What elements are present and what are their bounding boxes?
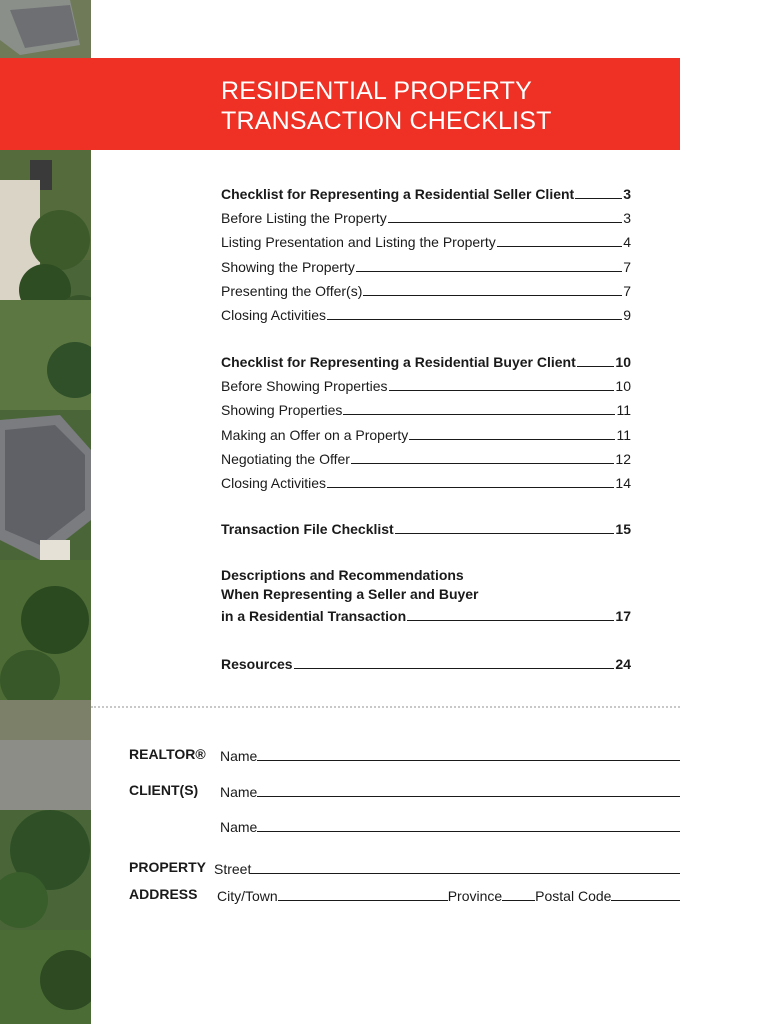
realtor-name-field[interactable] xyxy=(220,744,680,764)
toc-label: Negotiating the Offer xyxy=(221,451,350,467)
street-field[interactable] xyxy=(214,857,680,877)
toc-descriptions-line-2: When Representing a Seller and Buyer xyxy=(221,586,479,602)
toc-leader xyxy=(327,319,622,320)
document-title xyxy=(221,76,661,136)
toc-leader xyxy=(497,246,622,247)
toc-label: Closing Activities xyxy=(221,475,327,491)
toc-page: 14 xyxy=(615,475,631,491)
toc-label: Resources xyxy=(221,656,293,672)
toc-item[interactable] xyxy=(221,471,631,491)
toc-page: 4 xyxy=(623,234,631,250)
province-label: Province xyxy=(447,888,503,904)
toc-item[interactable] xyxy=(221,206,631,226)
toc-page: 15 xyxy=(615,521,631,537)
toc-page: 11 xyxy=(616,427,631,443)
toc-label: Transaction File Checklist xyxy=(221,521,394,537)
toc-leader xyxy=(294,668,615,669)
toc-leader xyxy=(407,620,614,621)
city-province-postal-field[interactable] xyxy=(217,884,680,904)
title-line-2: TRANSACTION CHECKLIST xyxy=(221,107,552,135)
address-label: ADDRESS xyxy=(129,886,198,902)
toc-item[interactable] xyxy=(221,423,631,443)
realtor-label: REALTOR® xyxy=(129,746,206,762)
section-divider xyxy=(91,706,680,708)
client-name-field-2[interactable] xyxy=(220,815,680,835)
toc-label: Closing Activities xyxy=(221,307,327,323)
aerial-neighborhood-photo xyxy=(0,0,91,1024)
toc-leader xyxy=(577,366,615,367)
name-label: Name xyxy=(220,819,258,835)
toc-page: 10 xyxy=(615,378,631,394)
name-blank[interactable] xyxy=(257,760,680,761)
toc-page: 9 xyxy=(623,307,631,323)
city-blank[interactable] xyxy=(278,900,448,901)
clients-label: CLIENT(S) xyxy=(129,782,199,798)
toc-seller-heading[interactable] xyxy=(221,182,631,202)
toc-resources[interactable] xyxy=(221,652,631,672)
toc-page: 10 xyxy=(615,354,631,370)
toc-page: 24 xyxy=(615,656,631,672)
toc-page: 3 xyxy=(623,186,631,202)
toc-item[interactable] xyxy=(221,230,631,250)
name-blank[interactable] xyxy=(257,831,680,832)
title-line-1: RESIDENTIAL PROPERTY xyxy=(221,77,533,105)
toc-leader xyxy=(575,198,622,199)
postal-code-blank[interactable] xyxy=(611,900,680,901)
toc-buyer-heading[interactable] xyxy=(221,350,631,370)
toc-label: Showing Properties xyxy=(221,402,343,418)
toc-item[interactable] xyxy=(221,374,631,394)
toc-item[interactable] xyxy=(221,255,631,275)
toc-label: Listing Presentation and Listing the Property xyxy=(221,234,496,250)
toc-leader xyxy=(363,295,622,296)
client-name-field-1[interactable] xyxy=(220,780,680,800)
toc-label: Checklist for Representing a Residential Buyer Client xyxy=(221,354,576,370)
city-label: City/Town xyxy=(217,888,278,904)
name-blank[interactable] xyxy=(257,796,680,797)
toc-label: Before Listing the Property xyxy=(221,210,387,226)
property-label: PROPERTY xyxy=(129,859,207,875)
toc-label: Before Showing Properties xyxy=(221,378,388,394)
toc-page: 12 xyxy=(615,451,631,467)
toc-label: Checklist for Representing a Residential Seller Client xyxy=(221,186,575,202)
toc-leader xyxy=(356,271,622,272)
toc-descriptions[interactable] xyxy=(221,566,631,604)
toc-leader xyxy=(388,222,622,223)
toc-page: 11 xyxy=(616,402,631,418)
toc-page: 7 xyxy=(623,259,631,275)
toc-item[interactable] xyxy=(221,279,631,299)
toc-page: 17 xyxy=(615,608,631,624)
toc-item[interactable] xyxy=(221,398,631,418)
name-label: Name xyxy=(220,784,258,800)
toc-item[interactable] xyxy=(221,447,631,467)
province-blank[interactable] xyxy=(502,900,535,901)
street-label: Street xyxy=(214,861,252,877)
toc-descriptions-last-line[interactable] xyxy=(221,604,631,624)
toc-label: Presenting the Offer(s) xyxy=(221,283,363,299)
street-blank[interactable] xyxy=(251,873,680,874)
toc-label: Showing the Property xyxy=(221,259,355,275)
toc-leader xyxy=(343,414,615,415)
postal-code-label: Postal Code xyxy=(535,888,612,904)
toc-leader xyxy=(395,533,615,534)
toc-leader xyxy=(409,439,615,440)
toc-leader xyxy=(389,390,615,391)
toc-leader xyxy=(351,463,614,464)
toc-transaction-file[interactable] xyxy=(221,517,631,537)
toc-label: in a Residential Transaction xyxy=(221,608,407,624)
toc-page: 3 xyxy=(623,210,631,226)
toc-descriptions-line-1: Descriptions and Recommendations xyxy=(221,567,464,583)
toc-page: 7 xyxy=(623,283,631,299)
toc-label: Making an Offer on a Property xyxy=(221,427,409,443)
toc-item[interactable] xyxy=(221,303,631,323)
toc-leader xyxy=(327,487,614,488)
name-label: Name xyxy=(220,748,258,764)
